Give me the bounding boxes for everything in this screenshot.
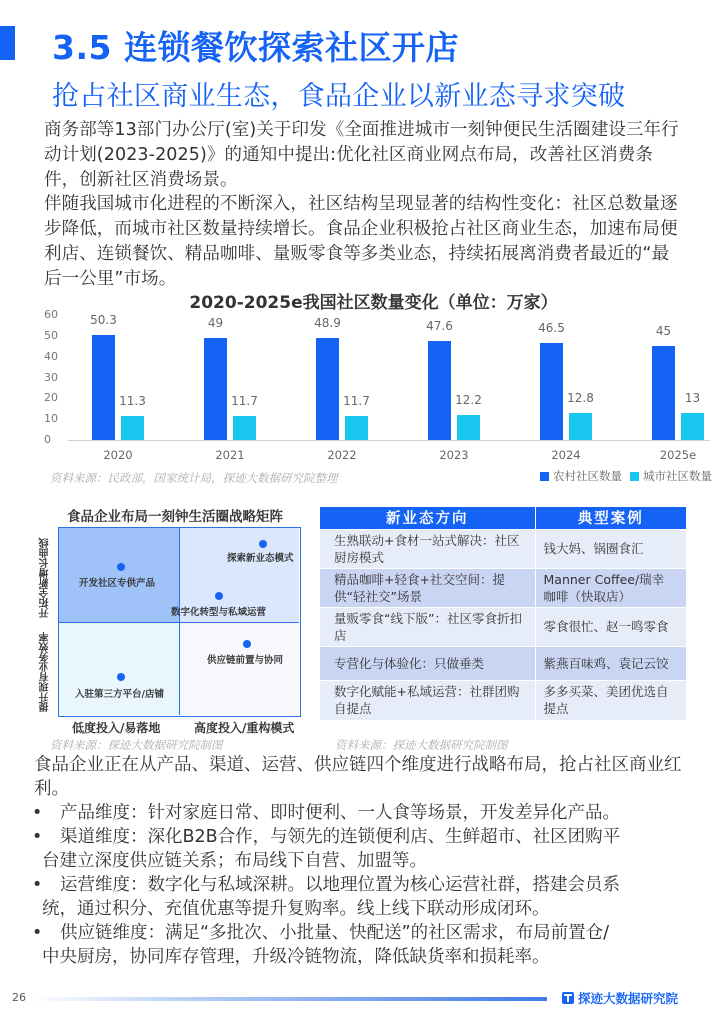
- bar-rural: [92, 335, 115, 440]
- table-row: [320, 680, 686, 720]
- x-axis-tick: 2021: [215, 448, 245, 462]
- bullet-icon: •: [32, 923, 43, 943]
- title-accent-bar: [0, 26, 15, 60]
- bar-value-label: 48.9: [314, 316, 341, 331]
- page-number: 26: [12, 991, 26, 1004]
- matrix-point-label: 供应链前置与协同: [207, 655, 284, 666]
- bar-urban: [345, 416, 368, 440]
- page-subtitle: 抢占社区商业生态，食品企业以新业态寻求突破: [52, 81, 626, 112]
- summary-bullet: [32, 921, 692, 969]
- new-format-table: [320, 507, 686, 720]
- bar-urban: [569, 413, 592, 440]
- footer-brand: [562, 989, 678, 1007]
- table-row: [320, 529, 686, 568]
- bar-urban: [233, 416, 256, 440]
- bullet-icon: •: [32, 875, 43, 895]
- bar-urban: [681, 413, 704, 440]
- bullet-text: 运营维度：数字化与私域深耕。以地理位置为核心运营社群，搭建会员系: [60, 875, 620, 895]
- matrix-y-label-top: 开拓全新增长曲线: [40, 538, 51, 618]
- y-axis-tick: 0: [44, 433, 51, 446]
- bullet-text-continued: 台建立深度供应链关系；布局线下自营、加盟等。: [42, 851, 427, 871]
- bullet-text-continued: 统，通过积分、充值优惠等提升复购率。线上线下联动形成闭环。: [42, 899, 550, 919]
- table-header-row: [320, 507, 686, 529]
- legend-label-rural: 农村社区数量: [553, 469, 622, 483]
- bullet-text: 渠道维度：深化B2B合作，与领先的连锁便利店、生鲜超市、社区团购平: [60, 827, 621, 847]
- table-cell-direction: 专营化与体验化：只做垂类: [320, 646, 535, 680]
- matrix-x-label-right: 高度投入/重构模式: [194, 721, 295, 735]
- matrix-point-label: 开发社区专供产品: [79, 578, 156, 589]
- matrix-source: 资料来源：探迹大数据研究院制图: [50, 738, 223, 752]
- bar-urban: [121, 416, 144, 440]
- bar-rural: [428, 341, 451, 440]
- bar-value-label: 12.2: [455, 392, 482, 407]
- y-axis-tick: 40: [44, 349, 58, 363]
- matrix-point-dot: [117, 563, 125, 571]
- matrix-y-label-bottom: 提升现有业务效率: [40, 632, 51, 712]
- bar-rural: [204, 338, 227, 440]
- summary-bullet: [32, 801, 692, 825]
- bar-value-label: 45: [655, 324, 672, 339]
- legend-label-urban: 城市社区数量: [643, 469, 712, 483]
- y-axis-tick: 30: [44, 370, 58, 384]
- bullet-text-continued: 中央厨房，协同库存管理，升级冷链物流，降低缺货率和损耗率。: [42, 947, 550, 967]
- matrix-point-dot: [117, 673, 125, 681]
- matrix-point-dot: [259, 540, 267, 548]
- matrix-point-label: 数字化转型与私域运营: [171, 607, 267, 618]
- bullet-text: 供应链维度：满足“多批次、小批量、快配送”的社区需求，布局前置仓/: [60, 923, 610, 943]
- legend-swatch-rural: [540, 472, 549, 481]
- table-cell-direction: 精品咖啡+轻食+社交空间：提供“轻社交”场景: [320, 568, 535, 607]
- intro-paragraph-1: 商务部等13部门办公厅(室)关于印发《全面推进城市一刻钟便民生活圈建设三年行动计划(2023-2025)》的通知中提出:优化社区商业网点布局，改善社区消费条件，创新社区消费场景。: [44, 120, 679, 190]
- summary-bullet: [32, 825, 692, 873]
- table-cell-direction: 量贩零食“线下版”：社区零食折扣店: [320, 607, 535, 646]
- chart-source: 资料来源：民政部，国家统计局，探迹大数据研究院整理: [50, 471, 338, 485]
- x-axis-tick: 2022: [327, 448, 357, 462]
- bullet-text: 产品维度：针对家庭日常、即时便利、一人食等场景，开发差异化产品。: [60, 803, 620, 823]
- bar-value-label: 50.3: [90, 313, 117, 328]
- bar-value-label: 11.3: [119, 394, 146, 409]
- y-axis-tick: 20: [44, 391, 58, 405]
- bar-value-label: 12.8: [567, 391, 594, 406]
- bar-value-label: 13: [684, 390, 701, 405]
- y-axis-tick: 50: [44, 329, 58, 342]
- y-axis-tick: 10: [44, 412, 58, 426]
- chart-title: 2020-2025e我国社区数量变化（单位：万家）: [189, 293, 558, 313]
- chart-legend: [540, 468, 712, 484]
- bar-value-label: 46.5: [538, 321, 565, 336]
- matrix-title: 食品企业布局一刻钟生活圈战略矩阵: [67, 509, 283, 525]
- x-axis-tick: 2024: [551, 448, 581, 462]
- quadrant-bottom-right: [180, 623, 299, 715]
- brand-name: 探迹大数据研究院: [578, 991, 679, 1006]
- strategy-matrix: [58, 527, 301, 717]
- footer-gradient-line: [30, 997, 547, 1001]
- table-cell-cases: 紫燕百味鸡、袁记云饺: [535, 646, 686, 680]
- matrix-point-label: 入驻第三方平台/店铺: [75, 689, 164, 700]
- table-cell-cases: 多多买菜、美团优选自提点: [535, 680, 686, 720]
- table-row: [320, 607, 686, 646]
- bullet-icon: •: [32, 827, 43, 847]
- x-axis-tick: 2020: [103, 448, 133, 462]
- bar-value-label: 11.7: [231, 393, 258, 408]
- x-axis-tick: 2023: [439, 448, 469, 462]
- intro-paragraph-2: 伴随我国城市化进程的不断深入，社区结构呈现显著的结构性变化：社区总数量逐步降低，而城市社区数量持续增长。食品企业积极抢占社区商业生态，加速布局便利店、连锁餐饮、精品咖啡、量贩零食等多类业态，持续拓展离消费者最近的“最后一公里”市场。: [44, 194, 678, 289]
- table-source: 资料来源：探迹大数据研究院制图: [335, 738, 508, 752]
- x-axis-line: [68, 440, 710, 441]
- table-cell-direction: 数字化赋能+私域运营：社群团购自提点: [320, 680, 535, 720]
- summary-section: [32, 753, 692, 969]
- bar-value-label: 11.7: [343, 393, 370, 408]
- community-count-bar-chart: [30, 305, 710, 475]
- summary-bullet: [32, 873, 692, 921]
- matrix-point-dot: [215, 592, 223, 600]
- y-axis-tick: 60: [44, 308, 58, 322]
- table-row: [320, 646, 686, 680]
- table-cell-direction: 生熟联动+食材一站式解决：社区厨房模式: [320, 529, 535, 568]
- bar-urban: [457, 415, 480, 440]
- table-header-direction: 新业态方向: [320, 507, 535, 529]
- bar-value-label: 49: [207, 316, 224, 331]
- bullet-icon: •: [32, 803, 43, 823]
- matrix-point-label: 探索新业态模式: [227, 553, 294, 564]
- table-row: [320, 568, 686, 607]
- matrix-point-dot: [243, 640, 251, 648]
- bar-value-label: 47.6: [426, 318, 453, 333]
- brand-logo-icon: [562, 992, 574, 1004]
- x-axis-tick: 2025e: [659, 448, 697, 462]
- table-cell-cases: Manner Coffee/瑞幸咖啡（快取店）: [535, 568, 686, 607]
- page-title: 3.5 连锁餐饮探索社区开店: [52, 28, 459, 67]
- bar-rural: [316, 338, 339, 440]
- table-cell-cases: 钱大妈、锅圈食汇: [535, 529, 686, 568]
- table-cell-cases: 零食很忙、赵一鸣零食: [535, 607, 686, 646]
- quadrant-bottom-left: [59, 623, 180, 715]
- summary-lead: 食品企业正在从产品、渠道、运营、供应链四个维度进行战略布局，抢占社区商业红利。: [34, 755, 682, 799]
- legend-swatch-urban: [630, 472, 639, 481]
- table-header-cases: 典型案例: [535, 507, 686, 529]
- matrix-x-label-left: 低度投入/易落地: [72, 721, 161, 735]
